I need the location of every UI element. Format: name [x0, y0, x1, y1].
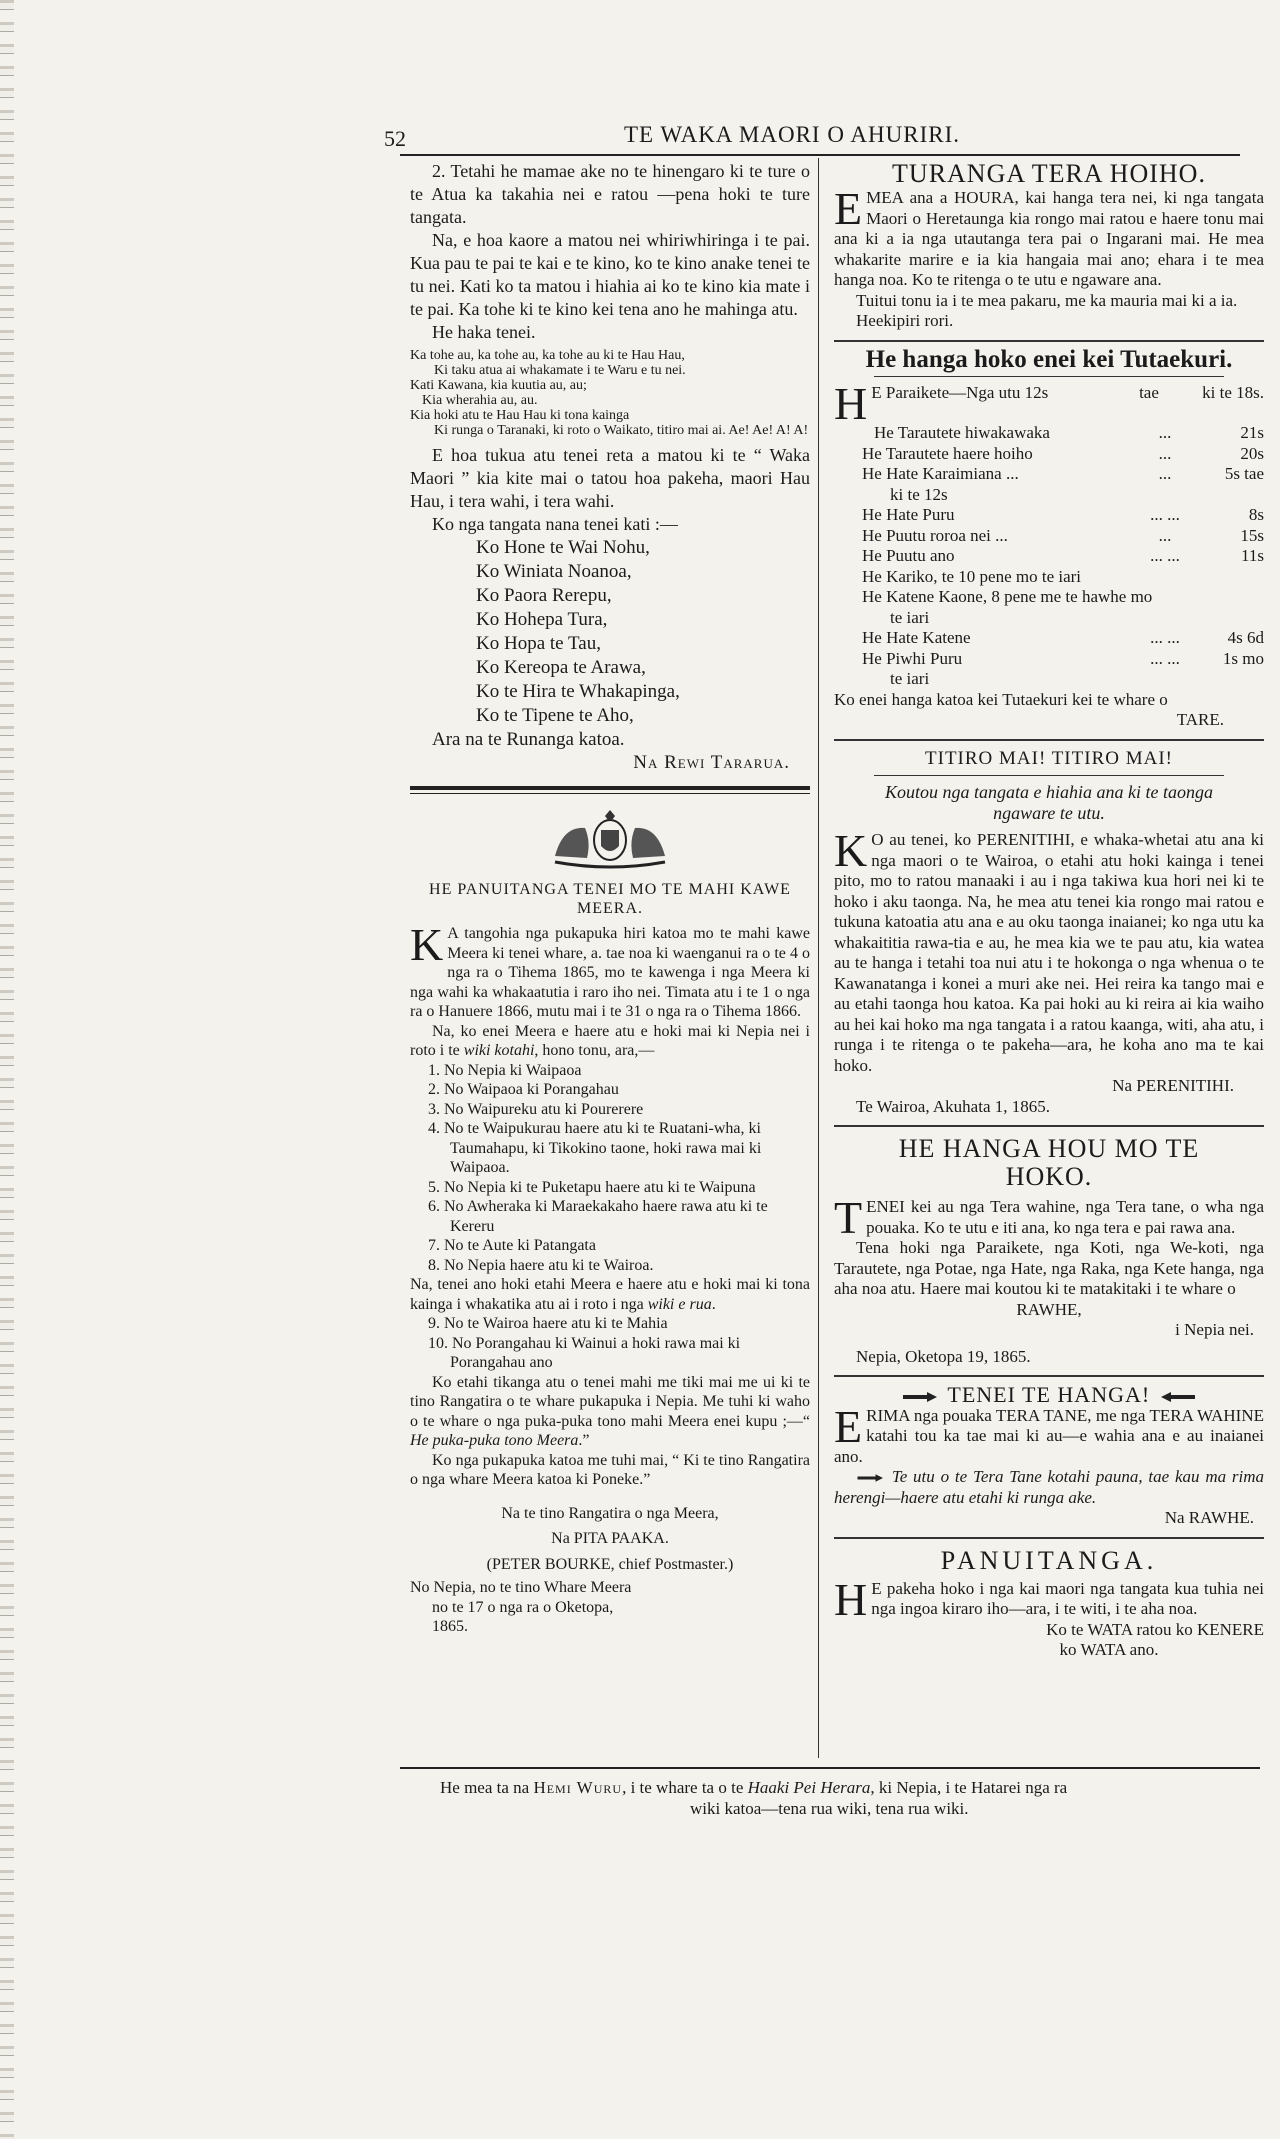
- column-divider: [818, 158, 819, 1758]
- letter-signature: Na Rewi Tararua.: [633, 752, 790, 773]
- ad-tutaekuri-signature: TARE.: [1176, 710, 1224, 729]
- divider: [874, 775, 1224, 776]
- letter-paragraph-1: 2. Tetahi he mamae ake no te hinengaro ki te ture o te Atua ka takahia nei e ratou —pena hoki te ture tangata.: [410, 161, 810, 227]
- pointing-hand-icon: [901, 1389, 941, 1405]
- notice-paragraph-5: Ko nga pukapuka katoa me tuhi mai, “ Ki te tino Rangatira o nga whare Meera katoa ki Poneke.”: [410, 1451, 810, 1488]
- ad-titiro-paragraph: K O au tenei, ko PERENITIHI, e whaka-whetai atu ana ki nga maori o te Wairoa, o etahi atu hoki kainga i tenei pito, mo to ratou manaaki i au i nga takiwa kua hori nei ki te hoko i aku taonga. Na, he mea atu tenei kia rongo mai ratou e tukuna katoatia atu ana e au oku taonga inaianei; ko nga utu ka whakaititia rawa-tia e au, he mea kia we te pau atu, kia watea au te hanga i tetahi toa nui atu i te hokonga o nga whenua o te Kawanatanga i konei a muri ake nei. Hei reira ka tango mai e au etahi taonga hou katoa. Ka pai hoki au ki reira ai kia waiho au hei kai hoko ma nga tangata i a ratou kaanga, witi, aha atu, i runga i te ritenga o te pakeha—ara, he koha ano ma te kai hoko.: [834, 825, 1264, 1075]
- drop-cap: K: [410, 919, 444, 970]
- printer-imprint: [440, 1777, 1280, 1819]
- letter-paragraph-4: E hoa tukua atu tenei reta a matou ki te “ Waka Maori ” kia kite mai o tatou hoa pakeha, maori Hau Hau, i tera wahi, i tera wahi.: [410, 445, 810, 511]
- divider: [834, 1537, 1264, 1539]
- ad-saddles-title: TURANGA TERA HOIHO.: [892, 159, 1206, 188]
- price-row: H E Paraikete—Nga utu 12s tae ki te 18s.: [834, 378, 1264, 429]
- notice-paragraph-3: Na, tenei ano hoki etahi Meera e haere atu e hoki mai ki tona kainga i whakatika atu ai i roto i nga wiki e rua.: [410, 1276, 810, 1313]
- mail-route: 10. No Porangahau ki Wainui a hoki rawa mai ki Porangahau ano: [428, 1334, 741, 1371]
- price-line: He Katene Kaone, 8 pene me te hawhe mo: [862, 587, 1153, 606]
- ad-hanga-hou-sig-1: RAWHE,: [1016, 1299, 1082, 1319]
- price-row: He Hate Karaimiana ... ... 5s tae: [862, 464, 1264, 483]
- ad-titiro-signature: Na PERENITIHI.: [1112, 1076, 1234, 1095]
- notice-paragraph-1: A tangohia nga pukapuka hiri katoa mo te mahi kawe Meera ki tenei whare, a. tae noa ki waenganui ra o te 4 o nga ra o Tihema 1865, mo te kawenga i nga Meera ki nga wahi ka whakaatutia i raro iho nei. Timata atu i te 1 o nga ra o Hanuere 1866, mutu mai i te 31 o nga ra o Tihema 1866.: [410, 925, 810, 1020]
- notice-sig-3: (PETER BOURKE, chief Postmaster.): [486, 1555, 734, 1573]
- divider: [834, 1125, 1264, 1127]
- price-line: He Kariko, te 10 pene mo te iari: [862, 566, 1082, 586]
- price-row: He Tarautete haere hoiho ... 20s: [862, 443, 1264, 463]
- mail-route: 2. No Waipaoa ki Porangahau: [428, 1081, 619, 1098]
- mail-route: 5. No Nepia ki te Puketapu haere atu ki te Waipuna: [428, 1178, 756, 1196]
- signatory: Ko Hone te Wai Nohu,: [476, 537, 650, 558]
- mail-route: 3. No Waipureku atu ki Pourerere: [428, 1100, 644, 1118]
- royal-coat-of-arms-icon: [535, 806, 685, 870]
- price-sub: te iari: [890, 669, 930, 688]
- footer-rule: [400, 1767, 1260, 1769]
- notice-paragraph-2: Na, ko enei Meera e haere atu e hoki mai ki Nepia nei i roto i te wiki kotahi, hono tonu, ara,—: [410, 1022, 810, 1059]
- price-row: He Hate Puru ... ... 8s: [862, 505, 1264, 524]
- ad-tenei-title-row: [834, 1382, 1264, 1407]
- signatory: Ko Winiata Noanoa,: [476, 561, 632, 582]
- price-row: He Tarautete hiwakawaka ... 21s: [874, 423, 1264, 442]
- ad-hanga-hou-title: HE HANGA HOU MO TE HOKO.: [898, 1134, 1200, 1191]
- ad-titiro-date: Te Wairoa, Akuhata 1, 1865.: [856, 1096, 1050, 1116]
- signatories-list: [410, 536, 810, 728]
- price-row: He Puutu roroa nei ... ... 15s: [862, 525, 1264, 545]
- price-row: He Hate Katene ... ... 4s 6d: [862, 628, 1264, 647]
- letter-paragraph-2: Na, e hoa kaore a matou nei whiriwhiringa i te pai. Kua pau te pai te kai e te kino, ko te kino anake tenei te tu nei. Kati ko ta matou i hiahia ai ko te kino kia mate i te pai. Ka tohe ki te kino kei tena ano he mahinga atu.: [410, 230, 810, 319]
- imprint-line-1: He mea ta na Hemi Wuru, i te whare ta o te Haaki Pei Herara, ki Nepia, i te Hatarei nga ra: [440, 1778, 1068, 1797]
- ad-panuitanga-sig-2: ko WATA ano.: [1059, 1640, 1159, 1659]
- ad-tenei-paragraph-2: Te utu o te Tera Tane kotahi pauna, tae kau ma rima herengi—haere atu etahi ki runga ake.: [834, 1467, 1265, 1507]
- haka-line: Ki runga o Taranaki, ki roto o Waikato, titiro mai ai. Ae! Ae! A! A!: [434, 423, 809, 438]
- ad-tutaekuri-title: He hanga hoko enei kei Tutaekuri.: [865, 345, 1233, 373]
- haka-line: Kia hoki atu te Hau Hau ki tona kainga: [410, 408, 630, 423]
- letter-paragraph-3: He haka tenei.: [432, 322, 536, 342]
- page-binding-edge: [0, 0, 14, 2139]
- ad-tutaekuri-pricelist: [834, 378, 1264, 731]
- ad-panuitanga-paragraph: H E pakeha hoko i nga kai maori nga tangata kua tuhia nei nga ingoa kiraro iho—ara, i te witi, i te aha noa.: [834, 1573, 1264, 1625]
- page-number: 52: [384, 126, 406, 151]
- notice-title: HE PANUITANGA TENEI MO TE MAHI KAWE MEERA.: [429, 881, 791, 917]
- mail-routes-fortnightly: [410, 1314, 810, 1373]
- ad-tenei-paragraph: ERIMA nga pouaka TERA TANE, me nga TERA WAHINE katahi tou ka tae mai ki au—e wahia ana e au inaianei ano.: [834, 1400, 1264, 1466]
- ad-hanga-hou-sig-2: i Nepia nei.: [1175, 1320, 1254, 1339]
- letter-closing: Ara na te Runanga katoa.: [432, 729, 625, 750]
- pointing-hand-icon: [856, 1470, 886, 1486]
- mail-route: 7. No te Aute ki Patangata: [428, 1237, 596, 1254]
- price-sub: te iari: [890, 607, 930, 627]
- signatory: Ko Hohepa Tura,: [476, 609, 608, 630]
- page-header: [384, 118, 1244, 154]
- mail-route: 1. No Nepia ki Waipaoa: [428, 1061, 582, 1079]
- divider: [874, 376, 1224, 377]
- notice-paragraph-4: Ko etahi tikanga atu o tenei mahi me tiki mai me ui ki te tino Rangatira o te whare pukapuka i Nepia. Me tuhi ki waho o te whare o nga puka-puka tono mahi Meera enei kupu ;—“ He puka-puka tono Meera.”: [410, 1373, 810, 1449]
- section-divider: [410, 786, 810, 794]
- ad-saddles-paragraph: EMEA ana a HOURA, kai hanga tera nei, ki nga tangata Maori o Heretaunga kia rongo mai ratou e haere tonu mai ana ki a ia nga utautanga tera pai o Ingarani mai. He mea whakarite marire e ia kia hangaia mai ano; ehara i te mea hanga noa. Ko te ritenga o te utu e ngaware ana.: [834, 183, 1264, 289]
- imprint-line-2: wiki katoa—tena rua wiki, tena rua wiki.: [690, 1799, 969, 1818]
- newspaper-title: TE WAKA MAORI O AHURIRI.: [624, 122, 960, 147]
- price-row: He Puutu ano ... ... 11s: [862, 546, 1264, 565]
- notice-sig-2: Na PITA PAAKA.: [551, 1530, 669, 1547]
- divider: [834, 739, 1264, 741]
- divider: [834, 340, 1264, 342]
- notice-body: [410, 919, 810, 1637]
- letter-paragraph-5: Ko nga tangata nana tenei kati :—: [432, 514, 678, 534]
- mail-route: 8. No Nepia haere atu ki te Wairoa.: [428, 1256, 654, 1274]
- header-rule: [400, 154, 1240, 156]
- notice-date-1: No Nepia, no te tino Whare Meera: [410, 1579, 632, 1596]
- ad-titiro-title: TITIRO MAI! TITIRO MAI!: [925, 747, 1173, 769]
- right-column: [834, 160, 1264, 1760]
- mail-route: 4. No te Waipukurau haere atu ki te Ruatani-wha, ki Taumahapu, ki Tikokino taone, hoki rawa mai ki Waipaoa.: [428, 1120, 762, 1176]
- ad-tutaekuri-footer: Ko enei hanga katoa kei Tutaekuri kei te whare o: [834, 689, 1168, 709]
- price-row: He Piwhi Puru ... ... 1s mo: [862, 648, 1264, 668]
- notice-date-3: 1865.: [432, 1618, 468, 1635]
- ad-panuitanga-sig-1: Ko te WATA ratou ko KENERE: [1046, 1619, 1264, 1639]
- ad-tenei-title: TENEI TE HANGA!: [947, 1382, 1151, 1407]
- haka-line: Ka tohe au, ka tohe au, ka tohe au ki te Hau Hau,: [410, 348, 685, 363]
- pointing-hand-icon: [1157, 1389, 1197, 1405]
- haka-verse: [410, 348, 810, 438]
- ad-saddles-paragraph-2: Tuitui tonu ia i te mea pakaru, me ka mauria mai ki a ia.: [856, 290, 1238, 310]
- ad-saddles-signature: Heekipiri rori.: [856, 311, 954, 330]
- ad-hanga-hou-paragraph-2: Tena hoki nga Paraikete, nga Koti, nga We-koti, nga Tarautete, nga Potae, nga Hate, nga Raka, nga Kete hanga, nga aha noa atu. Haere mai koutou ki te matakitaki i te whare o: [834, 1238, 1264, 1298]
- mail-route: 9. No te Wairoa haere atu ki te Mahia: [428, 1315, 668, 1332]
- signatory: Ko te Tipene te Aho,: [476, 705, 634, 726]
- divider: [834, 1375, 1264, 1377]
- mail-routes-weekly: [410, 1061, 810, 1276]
- signatory: Ko Hopa te Tau,: [476, 633, 601, 654]
- ad-hanga-hou-date: Nepia, Oketopa 19, 1865.: [856, 1346, 1031, 1366]
- signatory: Ko te Hira te Whakapinga,: [476, 681, 680, 702]
- notice-date-2: no te 17 o nga ra o Oketopa,: [432, 1598, 614, 1616]
- ad-hanga-hou-paragraph: TENEI kei au nga Tera wahine, nga Tera tane, o wha nga pouaka. Ko te utu e iti ana, ko nga tera e pai rawa ana.: [834, 1192, 1264, 1243]
- ad-panuitanga-title: PANUITANGA.: [940, 1545, 1158, 1575]
- price-sub: ki te 12s: [890, 484, 948, 504]
- haka-line: Kia wherahia au, au.: [422, 393, 538, 408]
- haka-line: Kati Kawana, kia kuutia au, au;: [410, 378, 587, 393]
- signatory: Ko Paora Rerepu,: [476, 585, 612, 606]
- ad-tenei-signature: Na RAWHE.: [1164, 1508, 1254, 1527]
- ad-titiro-subtitle: Koutou nga tangata e hiahia ana ki te taonga ngaware te utu.: [885, 782, 1213, 823]
- mail-route: 6. No Awheraka ki Maraekakaho haere rawa atu ki te Kereru: [428, 1198, 768, 1235]
- haka-line: Ki taku atua ai whakamate i te Waru e tu nei.: [434, 363, 686, 378]
- notice-sig-1: Na te tino Rangatira o nga Meera,: [501, 1504, 719, 1522]
- left-column: [410, 160, 810, 1760]
- signatory: Ko Kereopa te Arawa,: [476, 657, 646, 678]
